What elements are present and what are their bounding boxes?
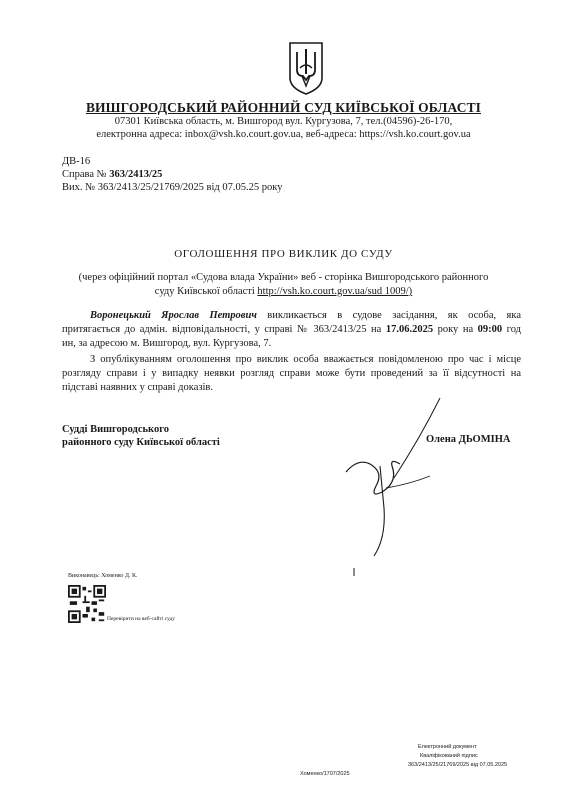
outgoing-number: Вих. № 363/2413/25/21769/2025 від 07.05.25 року [62,182,283,193]
case-label: Справа № [62,169,110,180]
qr-code-icon[interactable] [68,585,106,623]
qr-caption: Перевірити на веб-сайті суду [107,616,176,622]
signatory-title-line-1: Судді Вишгородського [62,424,169,435]
body-paragraph-1-line-3: ин, за адресою м. Вишгород, вул. Кургузова, 7. [62,338,272,349]
stamp-line-2: Кваліфікований підпис [420,753,478,759]
stamp-line-3: 363/2413/25/21769/2025 від 07.05.2025 [408,762,508,768]
judge-name: Олена ДЬОМІНА [426,434,511,445]
body-paragraph-1-line-2: притягається до адмін. відповідальності, у справі № 363/2413/25 на 17.06.2025 року на 09:00 год [62,324,521,335]
subtitle-line-1: (через офіційний портал «Судова влада України» веб - сторінка Вишгородського районного [78,272,489,283]
case-number: 363/2413/25 [109,169,163,180]
hearing-time: 09:00 [477,324,503,335]
stamp-line-4: Хоменко/1707/2025 [300,771,350,777]
body-paragraph-1-line-1: Воронецький Ярослав Петрович викликається в судове засідання, як особа, яка [90,310,521,321]
person-name: Воронецький Ярослав Петрович [90,310,257,321]
court-name: ВИШГОРОДСЬКИЙ РАЙОННИЙ СУД КИЇВСЬКОЇ ОБЛАСТІ [85,100,482,115]
form-code: ДВ-16 [62,156,91,167]
executor-note: Виконавець: Хоменко Д. К. [68,573,138,579]
trident-emblem-icon [287,40,325,96]
court-address: 07301 Київська область, м. Вишгород вул. Кургузова, 7, тел.(04596)-26-170, [114,116,453,127]
subtitle-line-2 [0,286,567,297]
body-paragraph-2-line-1: З опублікуванням оголошення про виклик особа вважається повідомленою про час і місце [90,354,521,365]
case-reference [62,169,162,180]
court-website-link[interactable]: http://vsh.ko.court.gov.ua/sud 1009/) [257,286,413,297]
signatory-title-line-2: районного суду Київської області [62,437,220,448]
subtitle-prefix: суду Київської області [154,286,258,297]
hearing-date: 17.06.2025 [385,324,434,335]
document-title: ОГОЛОШЕННЯ ПРО ВИКЛИК ДО СУДУ [174,248,393,260]
body-paragraph-2-line-2: розгляду справи і у випадку неявки розгляд справи може бути проведений за її відсутності на [62,368,521,379]
handwritten-signature [340,388,480,578]
court-contacts: електронна адреса: inbox@vsh.ko.court.gov.ua, веб-адреса: https://vsh.ko.court.gov.ua [96,129,471,140]
body-paragraph-2-line-3: підставі наявних у справі доказів. [62,382,214,393]
stamp-line-1: Електронний документ [418,744,477,750]
